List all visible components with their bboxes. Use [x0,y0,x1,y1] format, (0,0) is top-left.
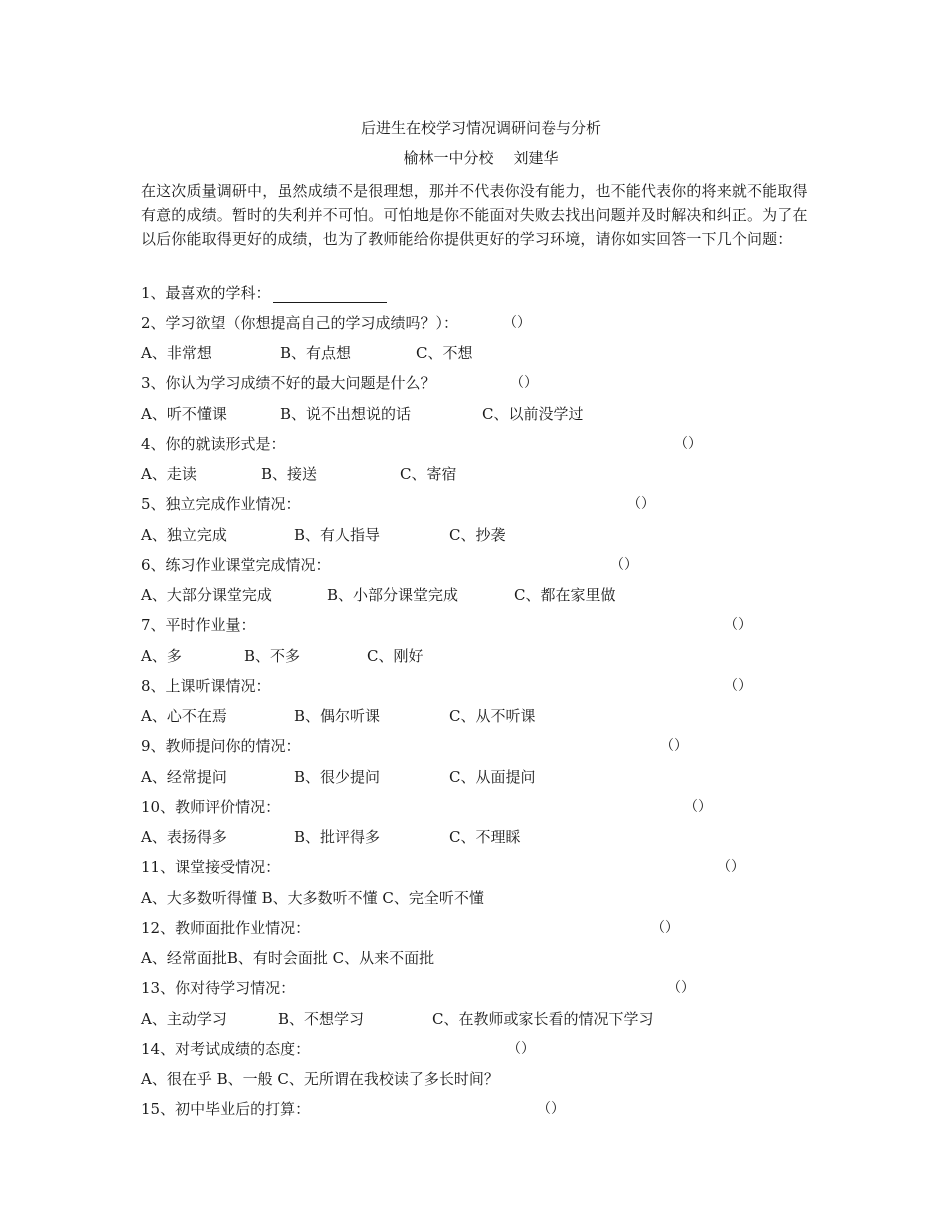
option-b: B、偶尔听课 [294,707,381,725]
options-line: A、经常面批B、有时会面批 C、从来不面批 [141,949,435,967]
option-c: C、都在家里做 [514,586,616,604]
intro-paragraph: 在这次质量调研中，虽然成绩不是很理想，那并不代表你没有能力，也不能代表你的将来就不能取得有意的成绩。暂时的失利并不可怕。可怕地是你不能面对失败去找出问题并及时解决和纠正。为了在以后你能取得更好的成绩，也为了教师能给你提供更好的学习环境，请你如实回答一下几个问题： [141,182,808,248]
answer-bracket: （） [667,980,695,996]
answer-bracket: （） [537,1101,565,1117]
question-5: 5、独立完成作业情况： [141,495,301,513]
question-10: 10、教师评价情况： [141,798,281,816]
answer-bracket: （） [674,436,702,452]
option-b: B、说不出想说的话 [280,405,412,423]
option-a: A、走读 [141,465,197,483]
answer-bracket: （） [627,496,655,512]
question-4: 4、你的就读形式是： [141,435,286,453]
options-line: A、大多数听得懂 B、大多数听不懂 C、完全听不懂 [141,889,484,907]
option-a: A、独立完成 [141,526,227,544]
answer-bracket: （） [651,920,679,936]
option-b: B、很少提问 [294,768,381,786]
question-1 [141,283,387,303]
question-2: 2、学习欲望（你想提高自己的学习成绩吗？）： [141,314,459,332]
question-15: 15、初中毕业后的打算： [141,1100,311,1118]
option-a: A、多 [141,647,182,665]
answer-bracket: （） [503,315,531,331]
author-school: 榆林一中分校 [403,149,494,167]
question-13: 13、你对待学习情况： [141,979,296,997]
answer-bracket: （） [510,375,538,391]
option-a: A、经常提问 [141,768,227,786]
option-a: A、心不在焉 [141,707,227,725]
answer-bracket: （） [684,799,712,815]
question-3: 3、你认为学习成绩不好的最大问题是什么？ [141,374,436,392]
option-a: A、主动学习 [141,1010,227,1028]
document-title: 后进生在校学习情况调研问卷与分析 [360,119,601,137]
option-a: A、表扬得多 [141,828,227,846]
question-11: 11、课堂接受情况： [141,858,281,876]
question-6: 6、练习作业课堂完成情况： [141,556,331,574]
answer-bracket: （） [724,678,752,694]
option-c: C、以前没学过 [482,405,584,423]
option-b: B、不想学习 [278,1010,365,1028]
author-line [141,148,821,168]
option-b: B、批评得多 [294,828,381,846]
option-b: B、不多 [244,647,301,665]
answer-blank [273,286,387,303]
option-c: C、不理睬 [449,828,521,846]
option-b: B、有点想 [280,344,352,362]
author-name: 刘建华 [513,149,559,167]
option-c: C、寄宿 [400,465,457,483]
option-b: B、小部分课堂完成 [327,586,459,604]
question-7: 7、平时作业量： [141,616,256,634]
option-c: C、在教师或家长看的情况下学习 [432,1010,654,1028]
answer-bracket: （） [717,859,745,875]
option-a: A、非常想 [141,344,212,362]
options-line: A、很在乎 B、一般 C、无所谓在我校读了多长时间？ [141,1070,499,1088]
answer-bracket: （） [724,617,752,633]
answer-bracket: （） [610,557,638,573]
option-c: C、从面提问 [449,768,536,786]
option-c: C、从不听课 [449,707,536,725]
question-14: 14、对考试成绩的态度： [141,1040,311,1058]
question-8: 8、上课听课情况： [141,677,271,695]
option-c: C、不想 [416,344,473,362]
question-12: 12、教师面批作业情况： [141,919,311,937]
option-b: B、有人指导 [294,526,381,544]
option-c: C、刚好 [367,647,424,665]
option-c: C、抄袭 [449,526,506,544]
option-a: A、听不懂课 [141,405,227,423]
answer-bracket: （） [660,738,688,754]
question-text: 1、最喜欢的学科： [141,284,271,302]
answer-bracket: （） [507,1041,535,1057]
option-b: B、接送 [261,465,318,483]
option-a: A、大部分课堂完成 [141,586,272,604]
question-9: 9、教师提问你的情况： [141,737,301,755]
